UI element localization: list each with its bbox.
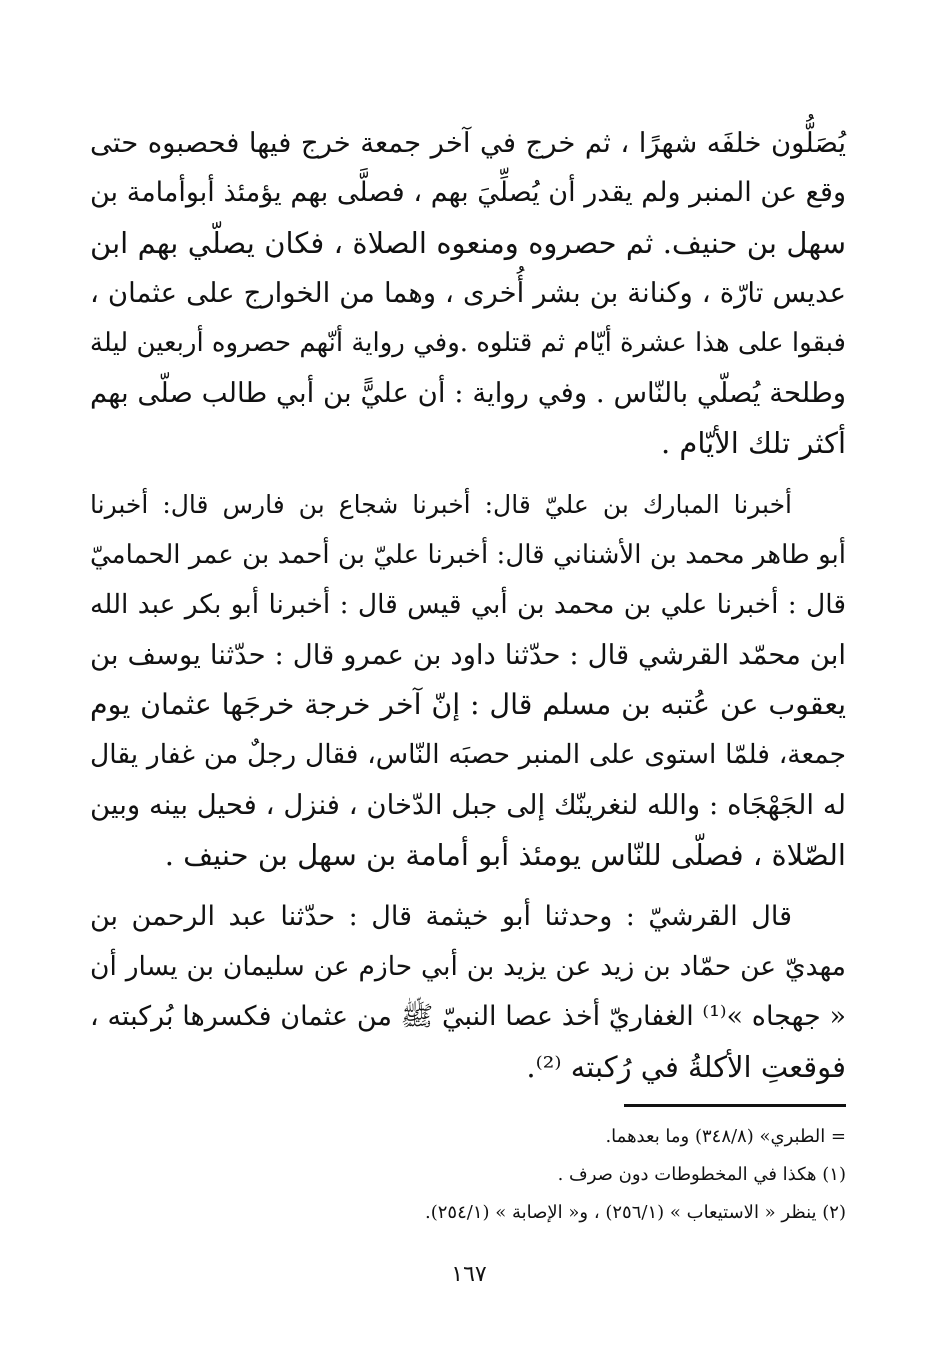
main-text bbox=[90, 118, 846, 1104]
text-line: وقع عن المنبر ولم يقدر أن يُصلِّيَ بهم ، فصلَّى بهم يؤمئذ أبوأمامة بن bbox=[90, 177, 846, 208]
text-line: سهل بن حنيف. ثم حصروه ومنعوه الصلاة ، فكان يصلّي بهم ابن bbox=[90, 226, 846, 260]
text-line: أبو طاهر محمد بن الأشناني قال: أخبرنا عليّ بن أحمد بن عمر الحماميّ bbox=[90, 540, 846, 570]
text-line: يُصَلُّون خلفَه شهرًا ، ثم خرج في آخر جمعة خرج فيها فحصبوه حتى bbox=[90, 127, 846, 159]
text-line: أخبرنا المبارك بن عليّ قال: أخبرنا شجاع بن فارس قال: أخبرنا bbox=[90, 490, 792, 519]
text-line: « جهجاه »⁽¹⁾ الغفاريّ أخذ عصا النبيّ ﷺ من عثمان فكسرها بُركبته ، bbox=[90, 1001, 846, 1032]
text-line: يعقوب عن عُتبه بن مسلم قال : إنّ آخر خرجة خرجَها عثمان يوم bbox=[90, 688, 846, 721]
text-line: قال : أخبرنا علي بن محمد بن أبي قيس قال : أخبرنا أبو بكر عبد الله bbox=[90, 589, 846, 620]
text-line: ابن محمّد القرشي قال : حدّثنا داود بن عمرو قال : حدّثنا يوسف بن bbox=[90, 639, 846, 671]
footnote-divider bbox=[624, 1104, 846, 1107]
paragraph-2 bbox=[90, 480, 846, 880]
text-line: عديس تارّة ، وكنانة بن بشر أُخرى ، وهما من الخوارج على عثمان ، bbox=[90, 277, 846, 309]
text-line: له الجَهْجَاه : والله لنغرينّك إلى جبل الدّخان ، فنزل ، فحيل بينه وبين bbox=[90, 789, 846, 821]
footnote-1: (١) هكذا في المخطوطات دون صرف . bbox=[557, 1164, 846, 1185]
paragraph-1 bbox=[90, 118, 846, 468]
text-line: أكثر تلك الأيّام . bbox=[660, 426, 846, 460]
footnotes bbox=[90, 1118, 846, 1232]
footnote-continuation: = الطبري» (٣٤٨/٨) وما بعدهما. bbox=[605, 1126, 846, 1147]
text-line: قال القرشيّ : وحدثنا أبو خيثمة قال : حدّثنا عبد الرحمن بن bbox=[90, 901, 792, 932]
text-line: فبقوا على هذا عشرة أيّام ثم قتلوه .وفي رواية أنّهم حصروه أربعين ليلة bbox=[89, 328, 846, 358]
text-line: فوقعتِ الأكلةُ في رُكبته ⁽²⁾. bbox=[526, 1050, 846, 1084]
text-line: وطلحة يُصلّي بالنّاس . وفي رواية : أن عليًّ بن أبي طالب صلّى بهم bbox=[90, 377, 846, 409]
text-line: الصّلاة ، فصلّى للنّاس يومئذ أبو أمامة بن سهل بن حنيف . bbox=[164, 838, 846, 872]
page-number: ١٦٧ bbox=[451, 1262, 487, 1287]
text-line: مهديّ عن حمّاد بن زيد عن يزيد بن أبي حازم عن سليمان بن يسار أن bbox=[90, 951, 846, 982]
footnote-2: (٢) ينظر « الاستيعاب » (٢٥٦/١) ، و« الإصابة » (٢٥٤/١). bbox=[425, 1202, 846, 1223]
paragraph-3 bbox=[90, 892, 846, 1092]
text-line: جمعة، فلمّا استوى على المنبر حصبَه النّاس، فقال رجلٌ من غفار يقال bbox=[90, 739, 846, 770]
